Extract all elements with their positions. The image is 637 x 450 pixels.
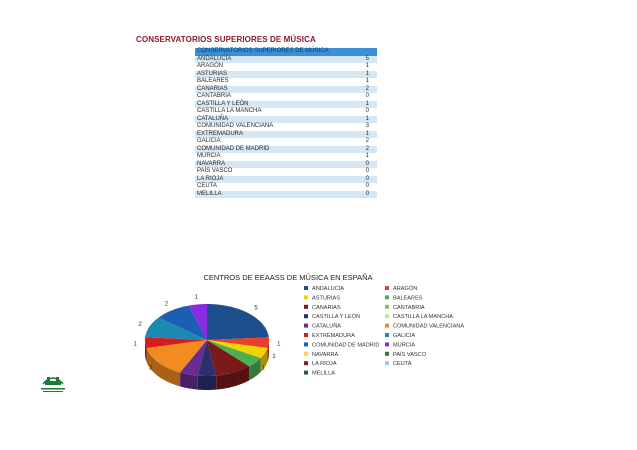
legend-label: COMUNIDAD DE MADRID bbox=[312, 342, 380, 349]
pie-data-label: 2 bbox=[138, 321, 142, 328]
legend-item bbox=[385, 305, 425, 311]
region-cell: ARAGÓN bbox=[195, 63, 349, 71]
value-cell: 0 bbox=[349, 168, 377, 176]
legend-swatch bbox=[304, 305, 308, 309]
legend-label: CASTILLA LA MANCHA bbox=[393, 314, 453, 321]
legend-swatch bbox=[304, 361, 308, 365]
legend-item bbox=[304, 323, 341, 330]
legend-item bbox=[304, 295, 340, 301]
region-cell: CANTABRIA bbox=[195, 93, 349, 101]
value-cell: 1 bbox=[349, 71, 377, 79]
value-cell: 2 bbox=[349, 86, 377, 94]
legend-label: CANTABRIA bbox=[393, 304, 425, 311]
legend-swatch bbox=[385, 342, 389, 346]
region-cell: CEUTA bbox=[195, 183, 349, 191]
value-cell: 5 bbox=[349, 56, 377, 64]
legend-item bbox=[385, 324, 464, 330]
legend-label: GALICIA bbox=[393, 333, 416, 339]
legend-swatch bbox=[385, 324, 389, 328]
value-cell: 1 bbox=[349, 153, 377, 161]
region-cell: ASTURIAS bbox=[195, 71, 349, 79]
region-cell: MURCIA bbox=[195, 153, 349, 161]
legend-label: MURCIA bbox=[393, 342, 416, 349]
legend-swatch bbox=[385, 333, 389, 337]
legend-swatch bbox=[304, 314, 308, 318]
legend-item bbox=[304, 305, 341, 311]
pie-data-label: 1 bbox=[277, 341, 281, 348]
region-cell: ANDALUCÍA bbox=[195, 56, 349, 64]
legend-label: PAÍS VASCO bbox=[393, 351, 427, 358]
value-cell: 1 bbox=[349, 101, 377, 109]
legend-swatch bbox=[304, 371, 308, 375]
legend-label: ANDALUCÍA bbox=[312, 286, 345, 292]
legend-label: ARAGÓN bbox=[393, 286, 418, 292]
value-cell: 0 bbox=[349, 183, 377, 191]
region-cell: CASTILLA LA MANCHA bbox=[195, 108, 349, 116]
pie-data-label: 1 bbox=[133, 341, 137, 348]
legend-item bbox=[304, 285, 344, 292]
legend-item bbox=[304, 333, 355, 339]
legend-swatch bbox=[385, 361, 389, 365]
pie-data-label: 1 bbox=[184, 380, 188, 386]
pie-data-label: 1 bbox=[272, 354, 276, 361]
region-cell: COMUNIDAD VALENCIANA bbox=[195, 123, 349, 131]
value-cell: 0 bbox=[349, 191, 377, 199]
region-cell: CASTILLA Y LEÓN bbox=[195, 101, 349, 109]
legend-swatch bbox=[385, 286, 389, 290]
value-cell: 1 bbox=[349, 78, 377, 86]
value-cell: 2 bbox=[349, 138, 377, 146]
legend-item bbox=[385, 342, 415, 348]
legend-swatch bbox=[385, 295, 389, 299]
pie-data-label: 3 bbox=[149, 365, 153, 372]
pie-data-label: 1 bbox=[194, 294, 198, 301]
legend-item bbox=[385, 361, 412, 367]
chart-title: CENTROS DE EEAASS DE MÚSICA EN ESPAÑA bbox=[203, 273, 373, 282]
region-cell: NAVARRA bbox=[195, 161, 349, 169]
legend-label: ASTURIAS bbox=[312, 295, 340, 302]
legend-label: MELILLA bbox=[312, 370, 336, 377]
pie-slice bbox=[207, 304, 269, 340]
value-cell: 0 bbox=[349, 176, 377, 184]
legend-swatch bbox=[385, 314, 389, 318]
legend-item bbox=[385, 285, 417, 292]
region-cell: EXTREMADURA bbox=[195, 131, 349, 139]
legend-label: COMUNIDAD VALENCIANA bbox=[393, 323, 465, 330]
legend-item bbox=[385, 351, 427, 358]
value-cell: 1 bbox=[349, 63, 377, 71]
legend-label: NAVARRA bbox=[312, 351, 339, 358]
legend-swatch bbox=[304, 286, 308, 290]
legend-item bbox=[385, 295, 423, 301]
pie-data-label: 2 bbox=[164, 301, 169, 308]
legend-swatch bbox=[304, 324, 308, 328]
legend-swatch bbox=[385, 305, 389, 309]
legend-swatch bbox=[304, 295, 308, 299]
document-title: CONSERVATORIOS SUPERIORES DE MÚSICA bbox=[136, 35, 316, 44]
legend-item bbox=[304, 371, 335, 377]
value-cell: 2 bbox=[349, 146, 377, 154]
value-cell: 0 bbox=[349, 161, 377, 169]
region-cell: BALEARES bbox=[195, 78, 349, 86]
legend-label: BALEARES bbox=[393, 295, 423, 302]
pie-data-label: 1 bbox=[205, 382, 209, 388]
legend-item bbox=[385, 314, 453, 320]
region-cell: GALICIA bbox=[195, 138, 349, 146]
region-cell: MELILLA bbox=[195, 191, 349, 199]
region-cell: LA RIOJA bbox=[195, 176, 349, 184]
legend-swatch bbox=[304, 333, 308, 337]
value-cell: 1 bbox=[349, 131, 377, 139]
pie-data-label: 5 bbox=[254, 305, 258, 312]
legend-label: EXTREMADURA bbox=[312, 333, 355, 339]
legend-swatch bbox=[385, 352, 389, 356]
legend-label: LA RIOJA bbox=[312, 361, 337, 368]
legend-swatch bbox=[304, 352, 308, 356]
legend-item bbox=[385, 333, 415, 339]
legend-label: CEUTA bbox=[393, 361, 412, 368]
legend-label: CASTILLA Y LEÓN bbox=[312, 314, 360, 321]
legend-label: CANARIAS bbox=[312, 304, 341, 311]
region-cell: CANARIAS bbox=[195, 86, 349, 94]
pie-data-label: 2 bbox=[236, 377, 240, 384]
region-cell: PAÍS VASCO bbox=[195, 168, 349, 176]
chart-legend bbox=[304, 285, 464, 377]
legend-label: CATALUÑA bbox=[312, 323, 342, 330]
legend-swatch bbox=[304, 342, 308, 346]
junta-de-andalucia-logo bbox=[37, 368, 69, 396]
legend-item bbox=[304, 313, 360, 320]
region-cell: CATALUÑA bbox=[195, 116, 349, 124]
region-cell: COMUNIDAD DE MADRID bbox=[195, 146, 349, 154]
value-cell: 1 bbox=[349, 116, 377, 124]
legend-item bbox=[304, 342, 379, 348]
value-cell: 3 bbox=[349, 123, 377, 131]
pie-data-label: 1 bbox=[261, 365, 265, 372]
value-cell: 0 bbox=[349, 108, 377, 116]
legend-item bbox=[304, 352, 338, 358]
pie-plot bbox=[145, 301, 269, 390]
table-header: CONSERVATORIOS SUPERIORES DE MÚSICA bbox=[195, 48, 377, 56]
value-cell: 0 bbox=[349, 93, 377, 101]
legend-item bbox=[304, 361, 337, 367]
